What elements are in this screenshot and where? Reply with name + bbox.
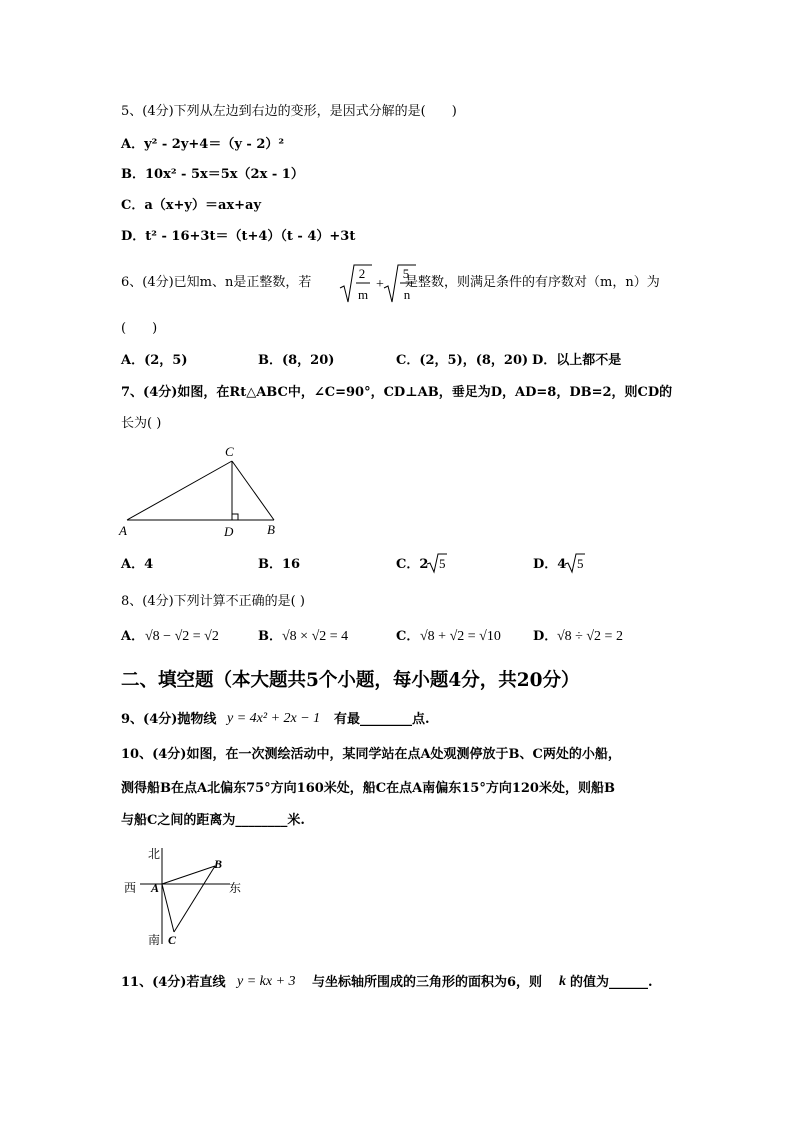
q10-label-south: 南 [148,933,161,947]
q10-label-c: C [168,933,177,947]
q11-middle: 与坐标轴所围成的三角形的面积为6，则 [312,975,543,990]
q9-line [121,709,681,731]
q7-label-c: C [225,444,234,459]
q10-label-north: 北 [148,847,161,861]
q6-stem-line [121,262,681,306]
q10-line1: 10、(4分)如图，在一次测绘活动中，某同学站在点A处观测停放于B、C两处的小船， [121,747,621,762]
q10-label-east: 东 [229,881,242,895]
q6-plus: + [376,277,384,292]
q8-option-a-expr: √8 − √2 = √2 [145,629,219,644]
q6-stem-before: 6、(4分)已知m、n是正整数，若 [121,275,312,290]
q6-stem-after: 是整数，则满足条件的有序数对（m，n）为 [405,275,660,290]
q7-option-d-prefix: D．4 [533,557,567,572]
q6-frac1-den: m [357,287,369,302]
q7-option-d-radical [564,552,586,574]
q8-option-d-label: D． [533,629,558,644]
q8-option-b-label: B． [258,629,282,644]
q11-k: k [559,974,566,989]
q9-suffix: 有最________点. [334,712,430,727]
q6-option-a: A．(2，5) [121,353,188,368]
q6-paren: ( ) [121,321,158,336]
q7-option-b: B．16 [258,557,301,572]
q10-label-a: A [151,881,160,895]
q10-line2: 测得船B在点A北偏东75°方向160米处，船C在点A南偏东15°方向120米处，则船B [121,781,615,796]
svg-text:5: 5 [439,556,446,571]
q8-options [121,626,681,648]
q5-option-b: B．10x² - 5x＝5x（2x - 1） [121,167,304,182]
q10-direction-figure [118,840,248,950]
q11-expr: y = kx + 3 [237,974,296,989]
q6-option-b: B．(8，20) [258,353,335,368]
q10-label-west: 西 [124,881,137,895]
q7-option-c-radical [426,552,448,574]
q5-stem: 5、(4分)下列从左边到右边的变形，是因式分解的是( ) [121,104,457,119]
q7-option-c-prefix: C．2 [396,557,429,572]
q8-option-c-expr: √8 + √2 = √10 [420,629,501,644]
q7-triangle-figure [115,442,295,542]
q7-label-b: B [267,522,275,537]
q7-label-a: A [119,523,127,538]
q7-label-d: D [224,524,234,539]
q9-prefix: 9、(4分)抛物线 [121,712,217,727]
q10-line3: 与船C之间的距离为________米. [121,813,305,828]
q7-option-a: A．4 [121,557,154,572]
q8-option-b-expr: √8 × √2 = 4 [282,629,349,644]
q6-frac2-num: 5 [402,266,410,281]
q5-option-c: C．a（x+y）＝ax+ay [121,198,262,213]
q11-prefix: 11、(4分)若直线 [121,975,226,990]
q5-option-d: D．t² - 16+3t＝（t+4）（t - 4）+3t [121,229,356,244]
q8-stem: 8、(4分)下列计算不正确的是( ) [121,594,305,609]
q11-line [121,972,681,994]
q6-frac1-num: 2 [358,266,366,281]
q8-option-c-label: C． [396,629,420,644]
q7-line1: 7、(4分)如图，在Rt△ABC中，∠C=90°，CD⊥AB，垂足为D，AD=8，DB=2，则CD的 [121,385,673,400]
q11-suffix: 的值为______. [570,975,653,990]
q6-frac2-den: n [403,287,411,302]
q6-option-d: D．以上都不是 [532,353,622,368]
q9-expr: y = 4x² + 2x − 1 [227,711,321,726]
svg-text:5: 5 [577,556,584,571]
q6-option-c: C．(2，5)，(8，20) [396,353,529,368]
q8-option-a-label: A． [121,629,145,644]
q5-option-a: A．y² - 2y+4＝（y - 2）² [121,137,285,152]
q7-line2: 长为( ) [121,416,162,431]
section2-title: 二、填空题（本大题共5个小题，每小题4分，共20分） [121,670,580,691]
q8-option-d-expr: √8 ÷ √2 = 2 [557,629,623,644]
q10-label-b: B [214,857,223,871]
